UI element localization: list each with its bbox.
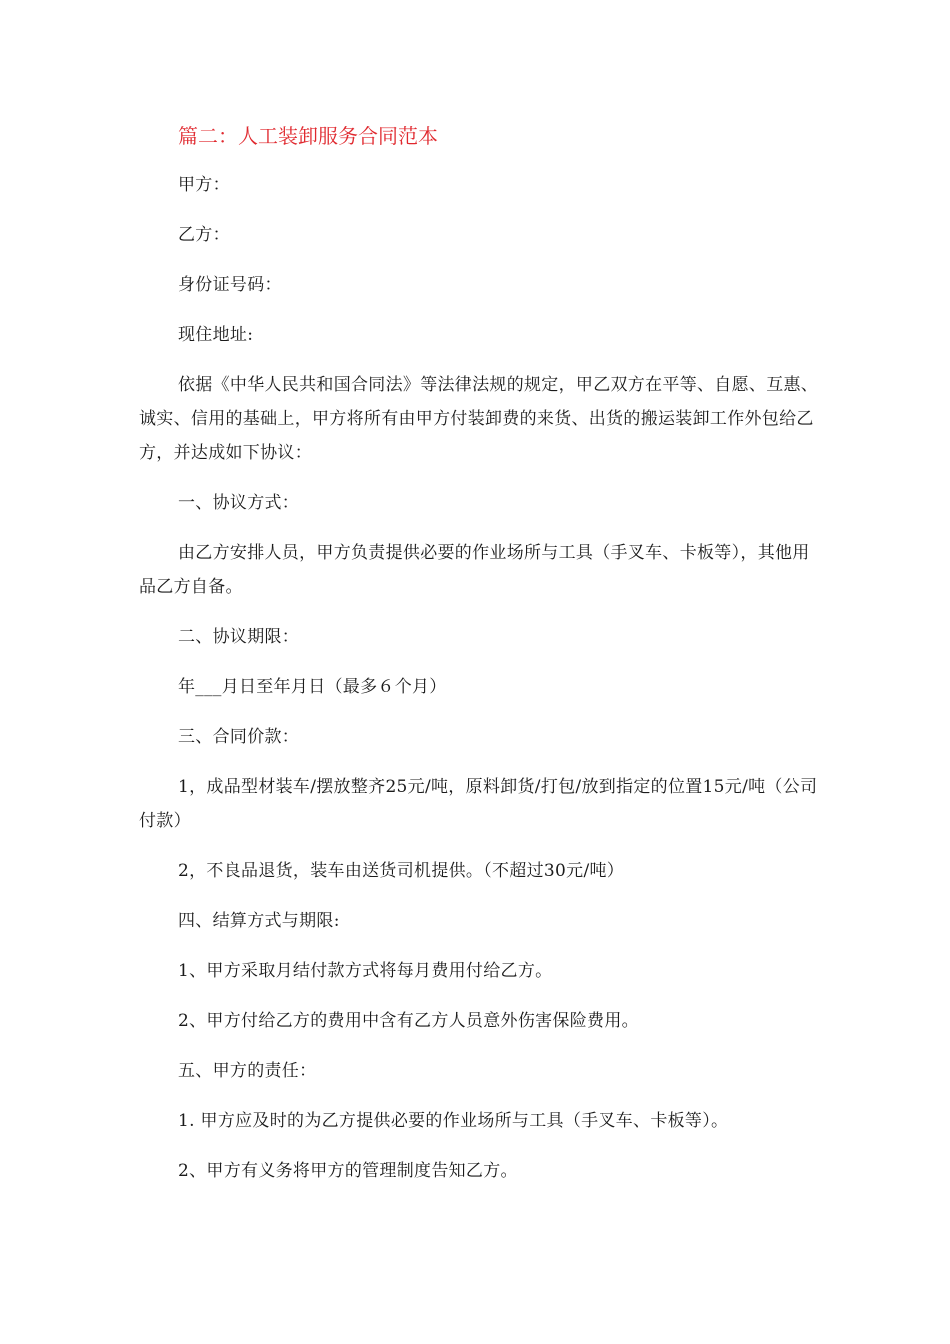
section-heading-method: 一、协议方式： — [178, 493, 300, 513]
id-number-line: 身份证号码： — [178, 275, 282, 295]
price-item-1: 1，成品型材装车/摆放整齐25元/吨，原料卸货/打包/放到指定的位置15元/吨（公司付款） — [139, 777, 818, 831]
section-heading-settlement: 四、结算方式与期限: — [178, 911, 340, 931]
document-title: 篇二：人工装卸服务合同范本 — [178, 124, 438, 148]
term-paragraph: 年___月日至年月日（最多６个月） — [178, 677, 447, 697]
address-line: 现住地址: — [178, 325, 254, 345]
section-heading-term: 二、协议期限： — [178, 627, 300, 647]
document-body — [139, 168, 819, 1188]
party-a-duty-item-2: 2、甲方有义务将甲方的管理制度告知乙方。 — [178, 1161, 518, 1181]
section-heading-party-a-duty: 五、甲方的责任： — [178, 1061, 317, 1081]
price-item-2: 2，不良品退货，装车由送货司机提供。（不超过30元/吨） — [178, 861, 625, 881]
method-paragraph: 由乙方安排人员，甲方负责提供必要的作业场所与工具（手叉车、卡板等），其他用品乙方自备。 — [139, 543, 810, 597]
party-b-line: 乙方： — [178, 225, 230, 245]
party-a-duty-item-1: 1. 甲方应及时的为乙方提供必要的作业场所与工具（手叉车、卡板等）。 — [178, 1111, 729, 1131]
party-a-line: 甲方： — [178, 175, 230, 195]
preamble-paragraph: 依据《中华人民共和国合同法》等法律法规的规定，甲乙双方在平等、自愿、互惠、诚实、信用的基础上，甲方将所有由甲方付装卸费的来货、出货的搬运装卸工作外包给乙方，并达成如下协议： — [139, 375, 819, 463]
settlement-item-2: 2、甲方付给乙方的费用中含有乙方人员意外伤害保险费用。 — [178, 1011, 639, 1031]
settlement-item-1: 1、甲方采取月结付款方式将每月费用付给乙方。 — [178, 961, 553, 981]
section-heading-price: 三、合同价款： — [178, 727, 300, 747]
